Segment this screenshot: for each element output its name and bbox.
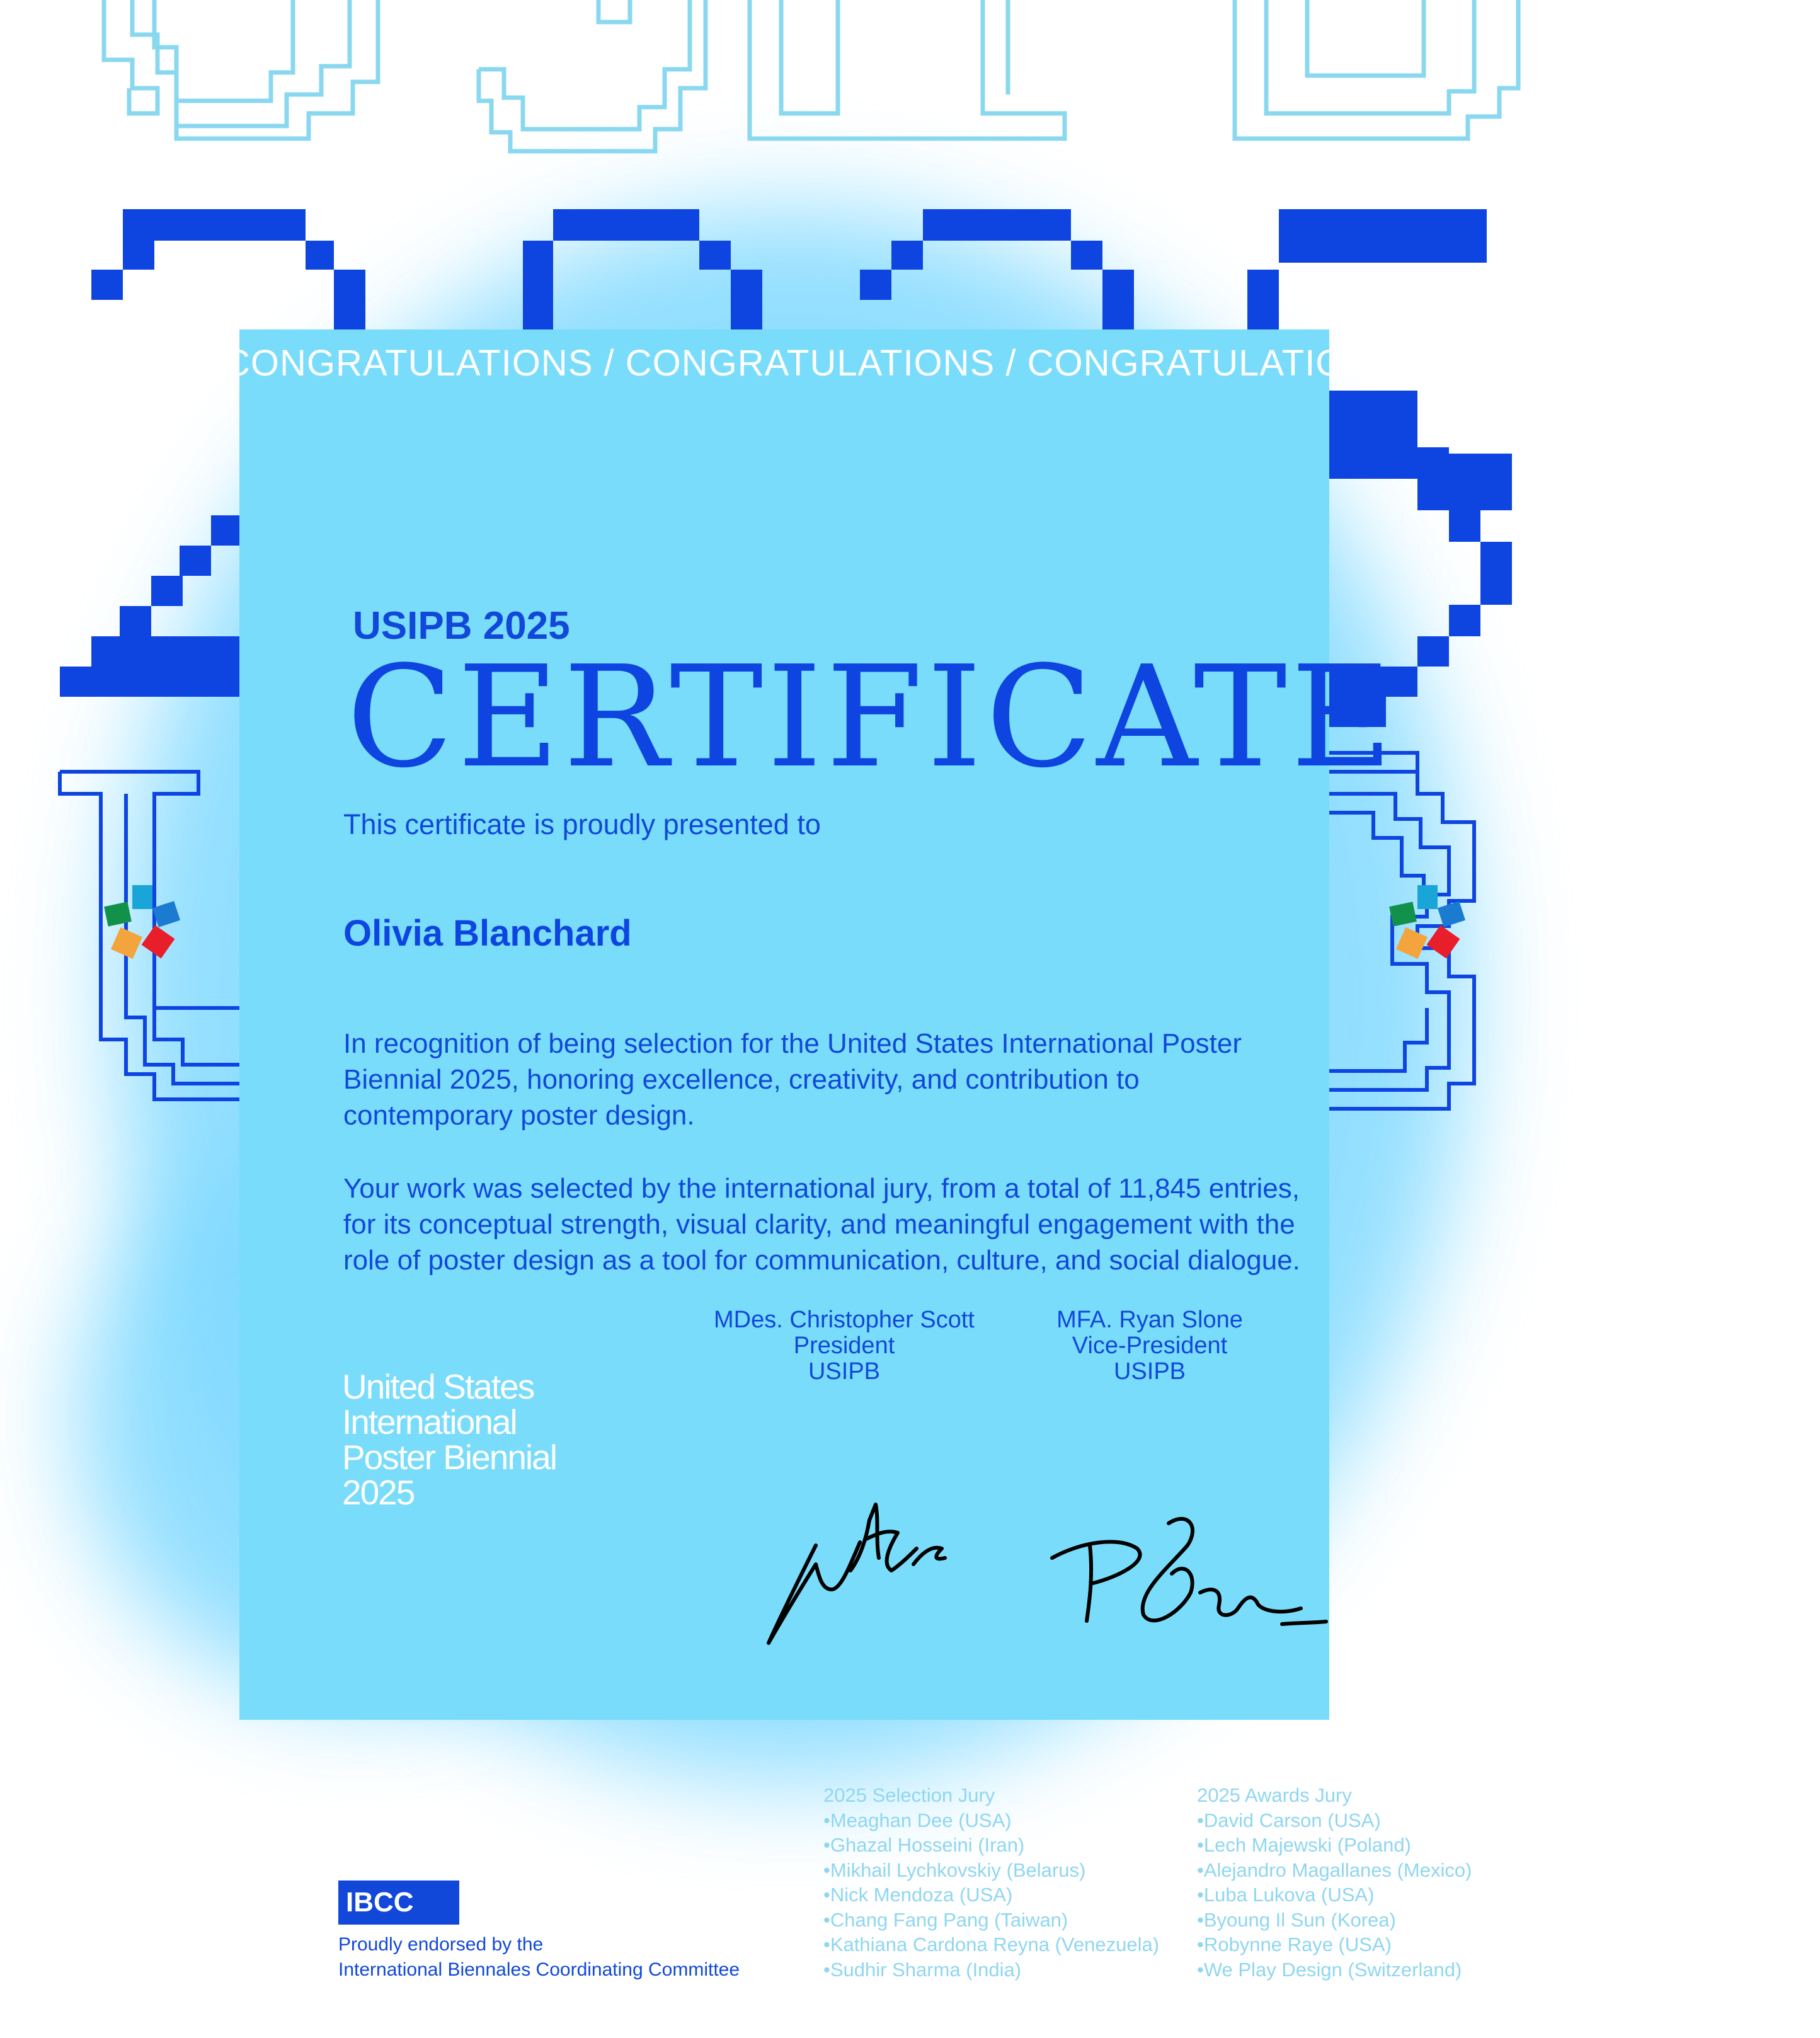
signatory-president	[668, 1307, 1021, 1385]
signatory-name: MFA. Ryan Slone	[1056, 1307, 1243, 1333]
selection-jury-list	[823, 1783, 1159, 1982]
jury-member: • Nick Mendoza (USA)	[823, 1882, 1159, 1908]
jury-member: • David Carson (USA)	[1197, 1808, 1472, 1833]
signatory-role: Vice-President	[1072, 1332, 1228, 1359]
signatory-org: USIPB	[1113, 1358, 1186, 1385]
jury-member: • Lech Majewski (Poland)	[1197, 1833, 1472, 1858]
jury-member: • Kathiana Cardona Reyna (Venezuela)	[823, 1932, 1159, 1957]
endorsement-line: International Biennales Coordinating Committee	[338, 1959, 740, 1980]
jury-member: • Ghazal Hosseini (Iran)	[823, 1833, 1159, 1858]
jury-member: • Sudhir Sharma (India)	[823, 1957, 1159, 1983]
presented-line: This certificate is proudly presented to	[343, 808, 821, 840]
jury-member: • Luba Lukova (USA)	[1197, 1882, 1472, 1908]
awards-jury-list	[1197, 1783, 1472, 1982]
wordmark-line: 2025	[342, 1473, 415, 1512]
certificate-title: CERTIFICATE	[346, 636, 1397, 799]
pinwheel-logo-icon	[104, 885, 180, 959]
certificate-card	[224, 329, 1820, 1720]
ibcc-logo-icon: IBCC	[338, 1881, 459, 1925]
jury-member: • Robynne Raye (USA)	[1197, 1932, 1472, 1957]
selection-paragraph: Your work was selected by the international jury, from a total of 11,845 entries, for its conceptual strength, visual clarity, and meaningful engagement with the role of poster design as a tool for communication, culture, and social dialogue.	[343, 1173, 1300, 1276]
jury-member: • Byoung Il Sun (Korea)	[1197, 1908, 1472, 1933]
congratulations-ticker: CONGRATULATIONS / CONGRATULATIONS / CONGRATULATIONS / CONGRATULATIONS /	[224, 343, 1820, 384]
wordmark-line: Poster Biennial	[342, 1438, 556, 1477]
president-signature	[756, 1495, 964, 1646]
endorsement-text	[338, 1932, 740, 1983]
jury-heading: 2025 Awards Jury	[1197, 1784, 1352, 1806]
recipient-name: Olivia Blanchard	[343, 913, 632, 954]
jury-member: • We Play Design (Switzerland)	[1197, 1957, 1472, 1983]
recognition-paragraph: In recognition of being selection for the United States International Poster Biennial 2025, honoring excellence, creativity, and contribution to contemporary poster design.	[343, 1028, 1242, 1131]
signatory-org: USIPB	[808, 1358, 881, 1385]
jury-member: • Alejandro Magallanes (Mexico)	[1197, 1858, 1472, 1883]
signatory-name: MDes. Christopher Scott	[714, 1307, 975, 1333]
vice-president-signature	[1043, 1498, 1332, 1643]
wordmark-line: United States	[342, 1367, 534, 1406]
event-label: USIPB 2025	[353, 604, 570, 648]
signatory-vice-president	[973, 1307, 1326, 1385]
signatory-role: President	[793, 1332, 895, 1359]
jury-heading: 2025 Selection Jury	[823, 1784, 995, 1806]
jury-member: • Chang Fang Pang (Taiwan)	[823, 1908, 1159, 1933]
endorsement-line: Proudly endorsed by the	[338, 1934, 544, 1955]
wordmark-line: International	[342, 1402, 517, 1441]
biennial-wordmark	[342, 1369, 556, 1510]
jury-member: • Meaghan Dee (USA)	[823, 1808, 1159, 1833]
jury-member: • Mikhail Lychkovskiy (Belarus)	[823, 1858, 1159, 1883]
